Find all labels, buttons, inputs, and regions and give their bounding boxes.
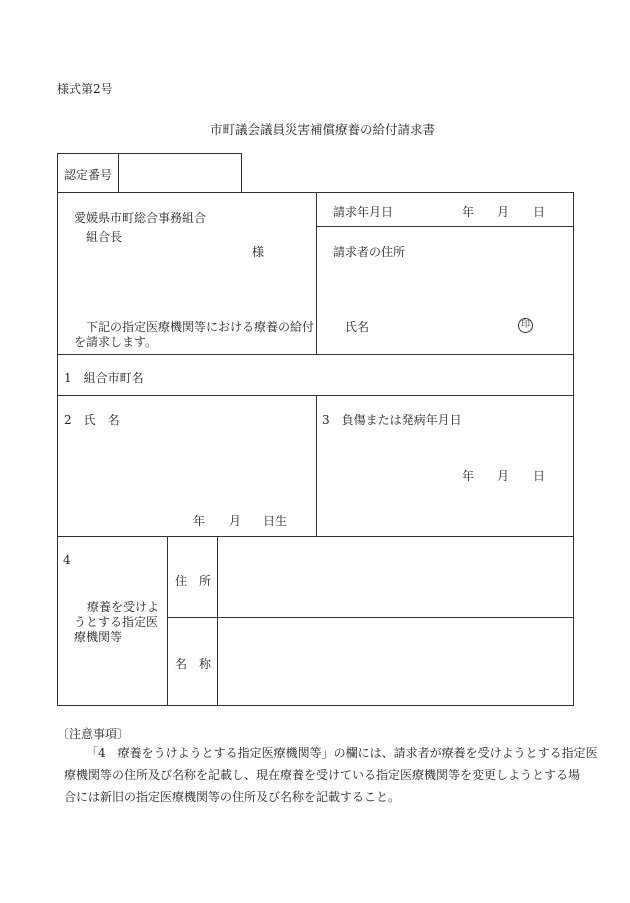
section4-number: 4 <box>63 553 71 567</box>
request-text-line2: を請求します。 <box>74 335 158 349</box>
notes-line3: 合には新旧の指定医療機関等の住所及び名称を記載すること。 <box>64 790 401 804</box>
section4-vertical-divider-2 <box>217 536 218 706</box>
claimant-address-label: 請求者の住所 <box>333 245 406 259</box>
dob-day: 日生 <box>263 514 288 528</box>
request-text-line1: 下記の指定医療機関等における療養の給付 <box>86 320 315 334</box>
row-divider-3 <box>57 536 574 537</box>
institution-name-label: 名 称 <box>175 657 212 671</box>
cert-number-label: 認定番号 <box>64 168 113 182</box>
seal-mark-icon: 印 <box>518 318 533 333</box>
addressee-role: 組合長 <box>86 230 123 244</box>
notes-line2: 療機関等の住所及び名称を記載し、現在療養を受けている指定医療機関等を変更しようとする場 <box>64 768 581 782</box>
section4-divider <box>167 617 574 618</box>
injury-date-month: 月 <box>497 469 510 483</box>
claim-date-year: 年 <box>462 205 475 219</box>
section4-label-line2: うとする指定医 <box>74 615 159 629</box>
addressee-org: 愛媛県市町総合事務組合 <box>74 211 207 225</box>
notes-line1: 「4 療養をうけようとする指定医療機関等」の欄には、請求者が療養を受けようとする指定医 <box>86 746 598 760</box>
cert-number-divider <box>118 153 119 193</box>
form-number: 様式第2号 <box>57 82 113 96</box>
dob-year: 年 <box>193 514 206 528</box>
claimant-name-label: 氏名 <box>345 320 370 334</box>
section3-label: 3 負傷または発病年月日 <box>322 413 462 427</box>
institution-address-label: 住 所 <box>175 574 212 588</box>
top-vertical-divider <box>316 192 317 354</box>
notes-heading: 〔注意事項〕 <box>57 727 130 741</box>
claim-date-divider <box>316 226 574 227</box>
section4-label-line3: 療機関等 <box>74 630 123 644</box>
claim-date-label: 請求年月日 <box>333 205 394 219</box>
addressee-honorific: 様 <box>252 245 265 259</box>
claim-date-day: 日 <box>533 205 546 219</box>
row-divider-1 <box>57 354 574 355</box>
claim-date-month: 月 <box>497 205 510 219</box>
form-title: 市町議会議員災害補償療養の給付請求書 <box>210 122 436 137</box>
section4-vertical-divider-1 <box>167 536 168 706</box>
injury-date-year: 年 <box>462 469 475 483</box>
injury-date-day: 日 <box>533 469 546 483</box>
section2-label: 2 氏 名 <box>64 413 120 427</box>
section1-label: 1 組合市町名 <box>64 371 144 385</box>
section4-label-line1: 療養を受けよ <box>87 600 160 614</box>
dob-month: 月 <box>229 514 242 528</box>
middle-vertical-divider <box>316 395 317 536</box>
